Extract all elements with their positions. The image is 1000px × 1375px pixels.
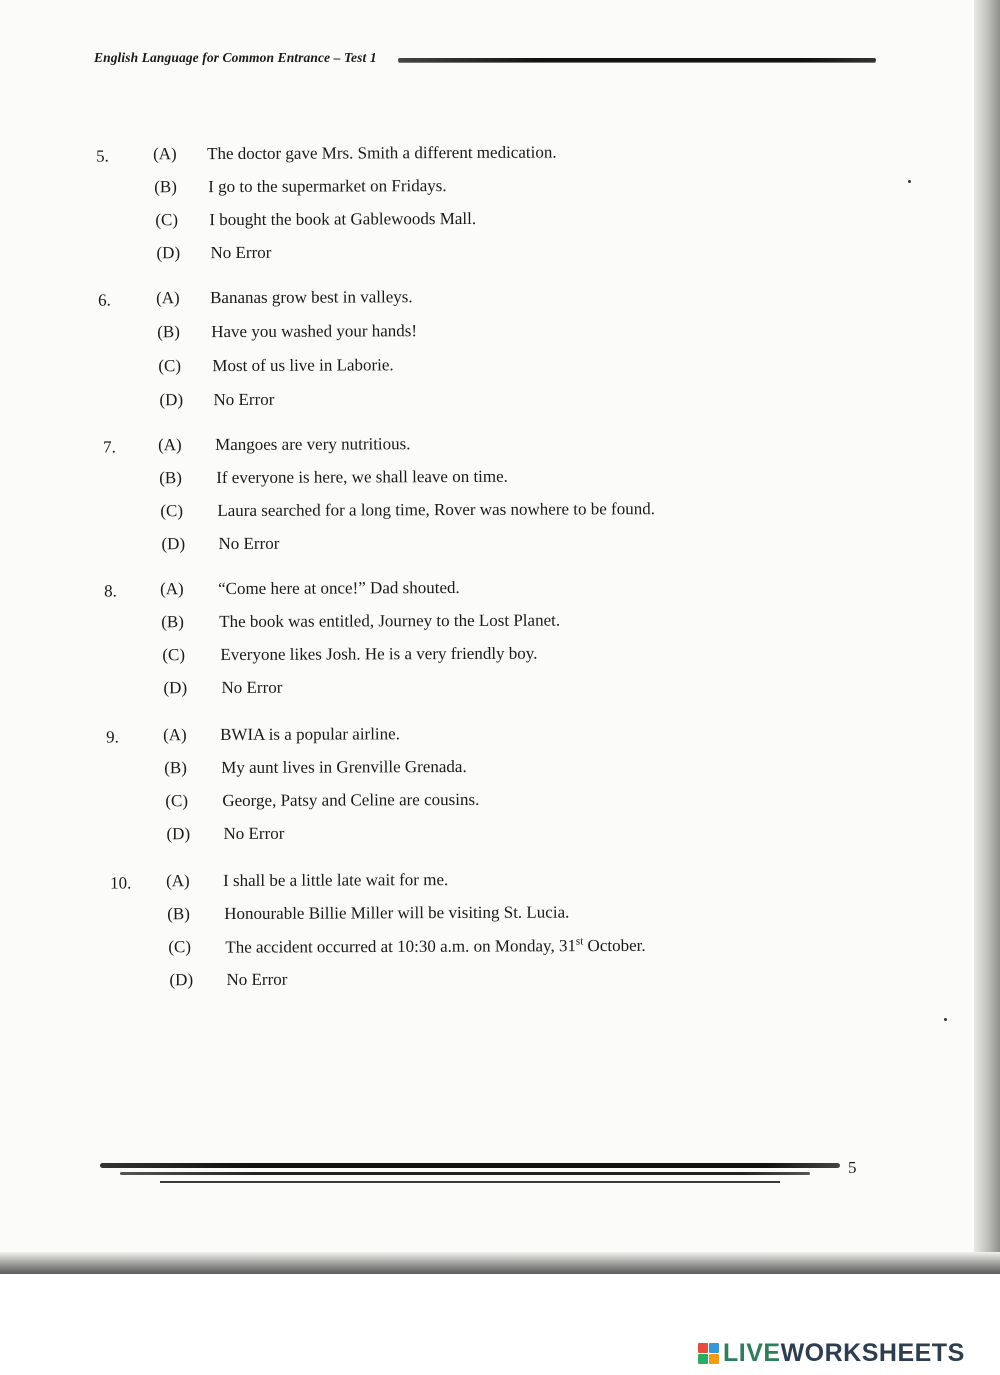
- option-letter: (D): [166, 824, 191, 844]
- option-text-main: Everyone likes Josh. He is a very friendly boy.: [220, 643, 538, 665]
- option-letter: (B): [159, 468, 182, 488]
- option-letter: (A): [153, 144, 177, 164]
- option-text-main: Most of us live in Laborie.: [212, 355, 394, 376]
- option-text: [211, 321, 417, 342]
- option-text: [221, 678, 282, 698]
- question-number: 8.: [104, 581, 117, 601]
- option-text-main: The book was entitled, Journey to the Lost Planet.: [219, 610, 561, 632]
- logo-square: [709, 1354, 719, 1364]
- option-text: [218, 578, 460, 599]
- option-letter: (B): [164, 758, 187, 778]
- option-text-main: George, Patsy and Celine are cousins.: [222, 789, 480, 811]
- option-text-main: If everyone is here, we shall leave on time.: [216, 466, 508, 488]
- option-text-main: No Error: [221, 677, 283, 698]
- question-10: [0, 866, 900, 990]
- option-text-main: I go to the supermarket on Fridays.: [208, 176, 447, 197]
- page-bottom-shadow: [0, 1252, 1000, 1274]
- question-number: 6.: [98, 290, 111, 310]
- liveworksheets-logo: [698, 1338, 965, 1368]
- option-text: [218, 534, 279, 554]
- question-7: [0, 430, 900, 554]
- option-text: [222, 790, 479, 811]
- option-text-main: No Error: [210, 242, 272, 263]
- ordinal-suffix: st: [575, 935, 584, 948]
- option-text: [217, 499, 655, 521]
- option-text: [220, 724, 400, 745]
- footer-rule: [160, 1181, 780, 1183]
- option-text-main: Honourable Billie Miller will be visiting St. Lucia.: [224, 902, 570, 924]
- option-text-main: Mangoes are very nutritious.: [215, 434, 411, 455]
- option-text: [219, 611, 560, 632]
- option-text: [215, 434, 411, 455]
- header-rule: [398, 58, 876, 62]
- option-text: [210, 287, 413, 308]
- question-5: [0, 139, 900, 263]
- option-letter: (C): [160, 501, 184, 521]
- logo-square: [698, 1343, 708, 1353]
- option-text: [223, 824, 284, 844]
- option-letter: (B): [157, 322, 180, 342]
- option-letter: (C): [165, 791, 189, 811]
- option-text-main: “Come here at once!” Dad shouted.: [218, 577, 460, 599]
- option-letter: (D): [156, 243, 181, 263]
- option-text-main: Laura searched for a long time, Rover was nowhere to be found.: [217, 499, 655, 521]
- option-text-main: No Error: [218, 533, 280, 554]
- option-text-after: October.: [583, 935, 646, 956]
- scan-speck: [944, 1018, 947, 1021]
- question-6: [0, 283, 900, 410]
- option-text: [213, 390, 274, 410]
- option-text: [224, 903, 569, 925]
- option-letter: (D): [169, 970, 194, 990]
- option-letter: (A): [166, 871, 190, 891]
- option-text-main: Have you washed your hands!: [211, 321, 418, 342]
- running-header: English Language for Common Entrance – Test 1: [94, 50, 377, 65]
- question-number: 9.: [106, 727, 119, 747]
- option-text: [216, 467, 508, 488]
- option-letter: (C): [155, 210, 179, 230]
- option-text-main: No Error: [213, 389, 275, 410]
- option-letter: (C): [168, 937, 192, 957]
- option-text-main: Bananas grow best in valleys.: [210, 287, 413, 308]
- option-letter: (C): [158, 356, 182, 376]
- question-9: [0, 720, 900, 844]
- option-text-main: The doctor gave Mrs. Smith a different medication.: [207, 142, 557, 164]
- footer-rule: [120, 1172, 810, 1175]
- option-text: [220, 644, 537, 665]
- option-letter: (C): [162, 645, 186, 665]
- question-number: 7.: [103, 437, 116, 457]
- logo-mark-icon: [698, 1343, 719, 1364]
- question-number: 10.: [110, 873, 132, 893]
- page-number: 5: [848, 1158, 857, 1177]
- scan-speck: [908, 180, 911, 183]
- question-8: [0, 574, 900, 698]
- page-edge-shadow: [974, 0, 1000, 1265]
- logo-text: [723, 1339, 965, 1368]
- option-text-main: No Error: [226, 969, 288, 990]
- footer-rule: [100, 1163, 840, 1168]
- option-text-main: The accident occurred at 10:30 a.m. on Monday, 31: [225, 936, 576, 957]
- option-text: [221, 757, 467, 778]
- option-text-main: My aunt lives in Grenville Grenada.: [221, 756, 467, 778]
- option-text: [209, 209, 476, 230]
- option-letter: (B): [161, 612, 184, 632]
- option-text: [210, 243, 271, 263]
- option-letter: (A): [158, 435, 182, 455]
- option-text-main: BWIA is a popular airline.: [220, 724, 400, 745]
- logo-worksheets: WORKSHEETS: [780, 1338, 965, 1367]
- option-text: [208, 176, 447, 197]
- option-letter: (A): [156, 288, 180, 308]
- option-letter: (A): [160, 579, 184, 599]
- option-text: [225, 935, 645, 957]
- option-letter: (B): [167, 904, 190, 924]
- question-number: 5.: [96, 146, 109, 166]
- option-text: [212, 355, 393, 376]
- option-text: [223, 870, 448, 891]
- option-letter: (D): [163, 678, 188, 698]
- option-text-main: No Error: [223, 823, 285, 844]
- option-letter: (D): [159, 390, 184, 410]
- option-text-main: I shall be a little late wait for me.: [223, 870, 449, 891]
- logo-square: [709, 1343, 719, 1353]
- option-text: [207, 143, 557, 165]
- option-text-main: I bought the book at Gablewoods Mall.: [209, 208, 477, 230]
- option-letter: (B): [154, 177, 177, 197]
- logo-square: [698, 1354, 708, 1364]
- logo-live: LIVE: [723, 1338, 781, 1367]
- option-letter: (D): [161, 534, 186, 554]
- option-letter: (A): [163, 725, 187, 745]
- option-text: [226, 970, 287, 990]
